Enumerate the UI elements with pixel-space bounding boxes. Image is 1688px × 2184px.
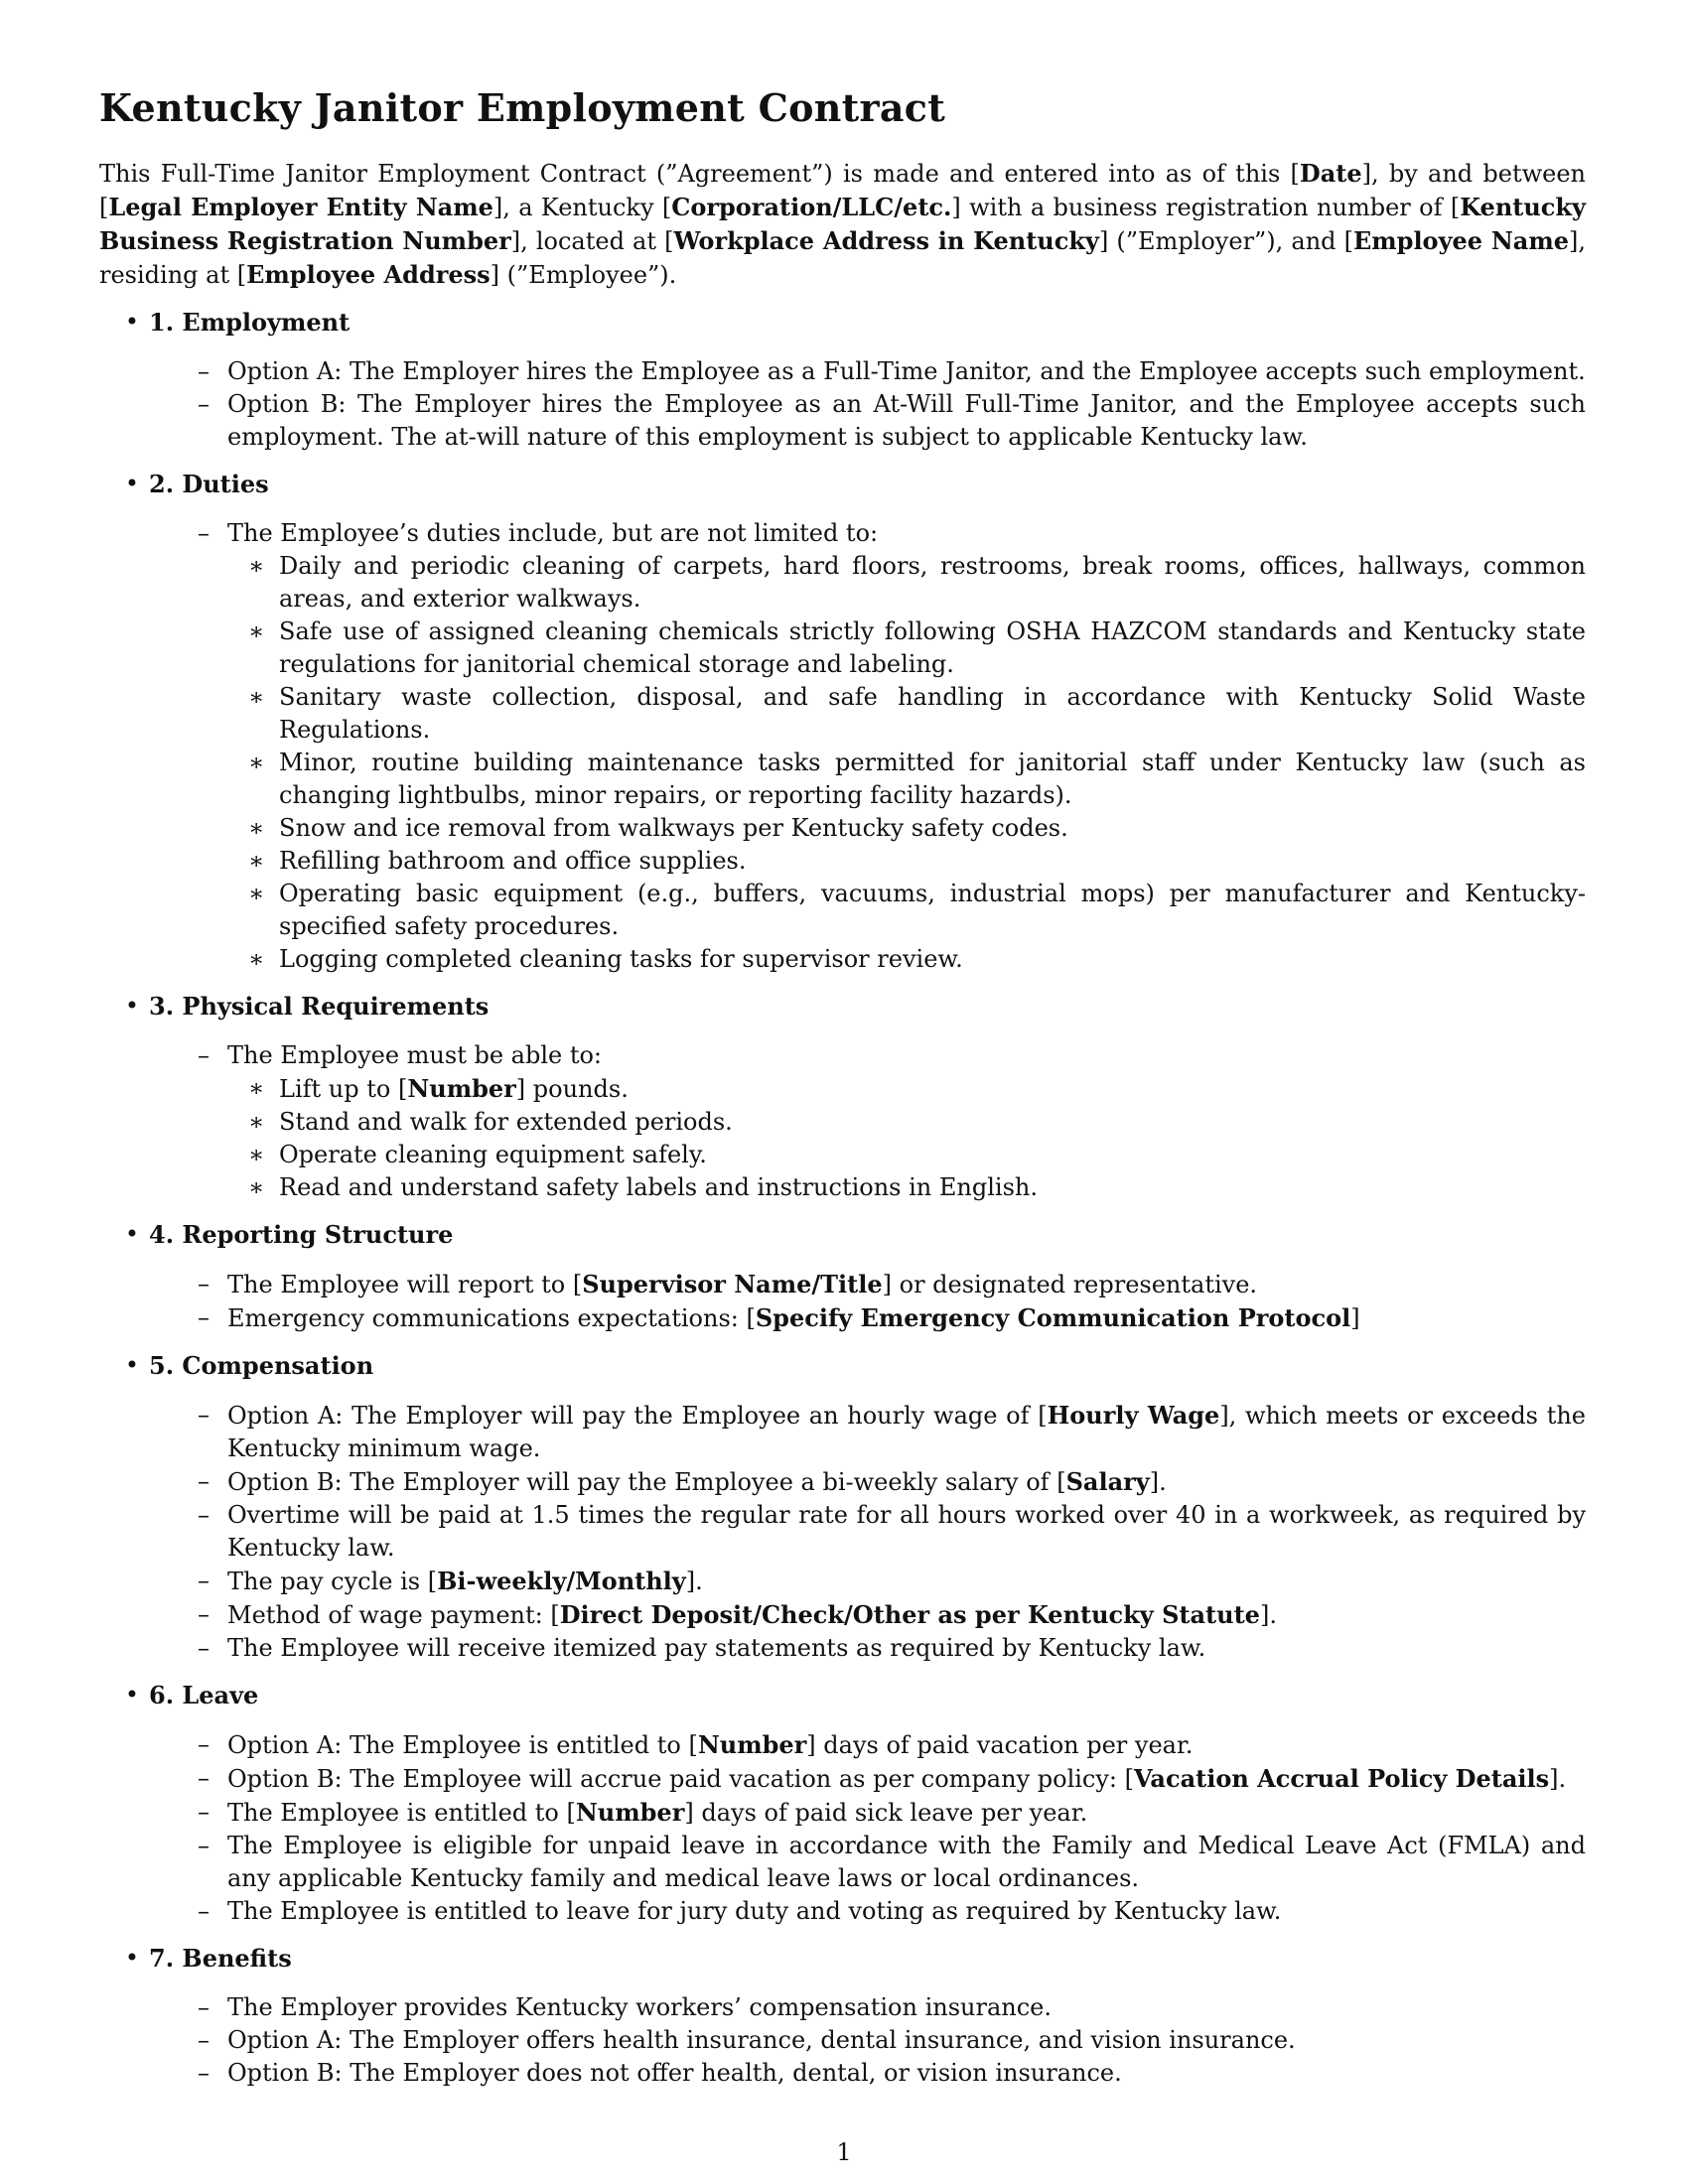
- section-7: [99, 1942, 1586, 2090]
- placeholder-field: Number: [575, 1797, 685, 1827]
- sub-list-item: ∗ Daily and periodic cleaning of carpets, hard floors, restrooms, break rooms, offices, hallways, common areas, and exterior walkways.: [248, 551, 1586, 613]
- bullet-icon: •: [124, 991, 139, 1020]
- placeholder-field: Bi-weekly/Monthly: [437, 1566, 686, 1595]
- asterisk-icon: ∗: [248, 682, 265, 711]
- dash-icon: –: [198, 1269, 210, 1297]
- asterisk-icon: ∗: [248, 1073, 265, 1102]
- sub-list-item: ∗ Operate cleaning equipment safely.: [99, 1139, 1586, 1171]
- dash-icon: –: [198, 1797, 210, 1826]
- dash-icon: –: [198, 1500, 210, 1529]
- placeholder-field: Direct Deposit/Check/Other as per Kentucky Statute: [559, 1599, 1260, 1629]
- sub-list-item: ∗ Sanitary waste collection, disposal, and safe handling in accordance with Kentucky Solid Waste Regulations.: [248, 682, 1586, 744]
- placeholder-field: Employee Address: [246, 259, 491, 289]
- section-heading: • 7. Benefits: [124, 1943, 292, 1973]
- asterisk-icon: ∗: [248, 846, 265, 875]
- bullet-icon: •: [124, 1219, 139, 1248]
- asterisk-icon: ∗: [248, 551, 265, 580]
- list-item: – The Employee will report to [Supervisor Name/Title] or designated representative.: [198, 1269, 1258, 1298]
- section-4: [99, 1218, 1586, 1335]
- dash-icon: –: [198, 1896, 210, 1925]
- placeholder-field: Kentucky Business Registration Number: [99, 192, 1586, 255]
- list-item: – Option A: The Employer hires the Employee as a Full-Time Janitor, and the Employee accepts such employment.: [99, 355, 1586, 388]
- section-6: [99, 1679, 1586, 1928]
- sub-list-item: ∗ Lift up to [Number] pounds.: [248, 1073, 629, 1103]
- placeholder-field: Employee Name: [1352, 225, 1570, 255]
- list-item: – Overtime will be paid at 1.5 times the regular rate for all hours worked over 40 in a workweek, as required by Kentucky law.: [198, 1500, 1586, 1562]
- list-item: – The Employee will receive itemized pay statements as required by Kentucky law.: [99, 1632, 1586, 1665]
- list-item: – The Employee must be able to:: [99, 1039, 1586, 1072]
- sub-list-item: ∗ Read and understand safety labels and instructions in English.: [99, 1171, 1586, 1204]
- list-item: – Method of wage payment: [Direct Deposit/Check/Other as per Kentucky Statute].: [198, 1599, 1277, 1629]
- placeholder-field: Hourly Wage: [1047, 1400, 1220, 1430]
- section-1: [99, 306, 1586, 454]
- document-title: Kentucky Janitor Employment Contract: [99, 85, 946, 130]
- section-heading: • 4. Reporting Structure: [124, 1219, 454, 1249]
- page-number: 1: [836, 2138, 852, 2166]
- dash-icon: –: [198, 1763, 210, 1792]
- dash-icon: –: [198, 2058, 210, 2087]
- placeholder-field: Number: [407, 1073, 516, 1103]
- list-item: – The Employee’s duties include, but are not limited to:: [99, 517, 1586, 550]
- dash-icon: –: [198, 2025, 210, 2054]
- list-item: – Option A: The Employee is entitled to [Number] days of paid vacation per year.: [198, 1729, 1194, 1759]
- asterisk-icon: ∗: [248, 1107, 265, 1136]
- dash-icon: –: [198, 1831, 210, 1859]
- sub-list-item: ∗ Minor, routine building maintenance tasks permitted for janitorial staff under Kentucky law (such as changing lightbulbs, minor repairs, or reporting facility hazards).: [248, 748, 1586, 809]
- dash-icon: –: [198, 1466, 210, 1495]
- dash-icon: –: [198, 1400, 210, 1429]
- asterisk-icon: ∗: [248, 944, 265, 973]
- sub-list-item: ∗ Operating basic equipment (e.g., buffers, vacuums, industrial mops) per manufacturer and Kentucky-specified safety procedures.: [248, 879, 1586, 940]
- bullet-icon: •: [124, 1943, 139, 1972]
- asterisk-icon: ∗: [248, 1140, 265, 1168]
- dash-icon: –: [198, 1992, 210, 2021]
- placeholder-field: Legal Employer Entity Name: [108, 192, 493, 221]
- placeholder-field: Specify Emergency Communication Protocol: [755, 1302, 1351, 1332]
- list-item: – Option A: The Employer will pay the Employee an hourly wage of [Hourly Wage], which meets or exceeds the Kentucky minimum wage.: [198, 1400, 1587, 1462]
- dash-icon: –: [198, 1633, 210, 1662]
- document-page: [99, 85, 1586, 2090]
- asterisk-icon: ∗: [248, 616, 265, 645]
- section-heading: • 3. Physical Requirements: [124, 991, 490, 1021]
- dash-icon: –: [198, 1566, 210, 1594]
- sub-list-item: ∗ Safe use of assigned cleaning chemicals strictly following OSHA HAZCOM standards and Kentucky state regulations for janitorial chemical storage and labeling.: [248, 616, 1586, 678]
- list-item: – The Employee is eligible for unpaid leave in accordance with the Family and Medical Leave Act (FMLA) and any applicable Kentucky family and medical leave laws or local ordinances.: [198, 1831, 1586, 1892]
- list-item: – The Employee is entitled to [Number] days of paid sick leave per year.: [198, 1797, 1088, 1827]
- bullet-icon: •: [124, 1680, 139, 1708]
- list-item: – The Employee is entitled to leave for jury duty and voting as required by Kentucky law.: [99, 1895, 1586, 1928]
- dash-icon: –: [198, 1302, 210, 1331]
- placeholder-field: Date: [1299, 158, 1362, 188]
- sub-list-item: ∗ Logging completed cleaning tasks for supervisor review.: [99, 943, 1586, 976]
- asterisk-icon: ∗: [248, 813, 265, 842]
- dash-icon: –: [198, 1729, 210, 1758]
- list-item: – Option B: The Employer does not offer health, dental, or vision insurance.: [99, 2057, 1586, 2090]
- list-item: – Option B: The Employer hires the Employee as an At-Will Full-Time Janitor, and the Employee accepts such employment. The at-will nature of this employment is subject to applicable Kentucky law.: [198, 389, 1586, 451]
- placeholder-field: Corporation/LLC/etc.: [671, 192, 952, 221]
- section-2: [99, 468, 1586, 976]
- section-5: [99, 1349, 1586, 1665]
- placeholder-field: Supervisor Name/Title: [582, 1269, 883, 1298]
- list-item: – The pay cycle is [Bi-weekly/Monthly].: [198, 1566, 703, 1595]
- dash-icon: –: [198, 1599, 210, 1628]
- placeholder-field: Workplace Address in Kentucky: [673, 225, 1099, 255]
- bullet-icon: •: [124, 469, 139, 497]
- section-heading: • 5. Compensation: [124, 1350, 374, 1380]
- placeholder-field: Salary: [1065, 1466, 1150, 1496]
- section-heading: • 2. Duties: [124, 469, 269, 498]
- placeholder-field: Number: [697, 1729, 807, 1759]
- list-item: – The Employer provides Kentucky workers’ compensation insurance.: [99, 1991, 1586, 2024]
- bullet-icon: •: [124, 307, 139, 336]
- bullet-icon: •: [124, 1350, 139, 1379]
- list-item: – Option B: The Employer will pay the Employee a bi-weekly salary of [Salary].: [198, 1466, 1167, 1496]
- dash-icon: –: [198, 1040, 210, 1069]
- dash-icon: –: [198, 356, 210, 385]
- section-heading: • 6. Leave: [124, 1680, 259, 1709]
- list-item: – Option B: The Employee will accrue paid vacation as per company policy: [Vacation Accrual Policy Details].: [198, 1763, 1567, 1793]
- section-heading: • 1. Employment: [124, 307, 351, 337]
- sections-list: [99, 306, 1586, 2090]
- asterisk-icon: ∗: [248, 748, 265, 776]
- asterisk-icon: ∗: [248, 1172, 265, 1201]
- list-item: – Emergency communications expectations: [Specify Emergency Communication Protocol]: [198, 1302, 1360, 1332]
- section-3: [99, 990, 1586, 1204]
- list-item: – Option A: The Employer offers health insurance, dental insurance, and vision insurance.: [99, 2024, 1586, 2057]
- sub-list-item: ∗ Stand and walk for extended periods.: [99, 1106, 1586, 1139]
- asterisk-icon: ∗: [248, 879, 265, 907]
- intro-paragraph: This Full-Time Janitor Employment Contract (”Agreement”) is made and entered into as of this [Date], by and between [Legal Employer Entity Name], a Kentucky [Corporation/LLC/etc.] with a business registration number of [Kentucky Business Registration Number], located at [Workplace Address in Kentucky] (”Employer”), and [Employee Name], residing at [Employee Address] (”Employee”).: [99, 158, 1587, 289]
- dash-icon: –: [198, 518, 210, 547]
- dash-icon: –: [198, 389, 210, 418]
- sub-list-item: ∗ Snow and ice removal from walkways per Kentucky safety codes.: [99, 812, 1586, 845]
- placeholder-field: Vacation Accrual Policy Details: [1134, 1763, 1550, 1793]
- sub-list-item: ∗ Refilling bathroom and office supplies.: [99, 845, 1586, 878]
